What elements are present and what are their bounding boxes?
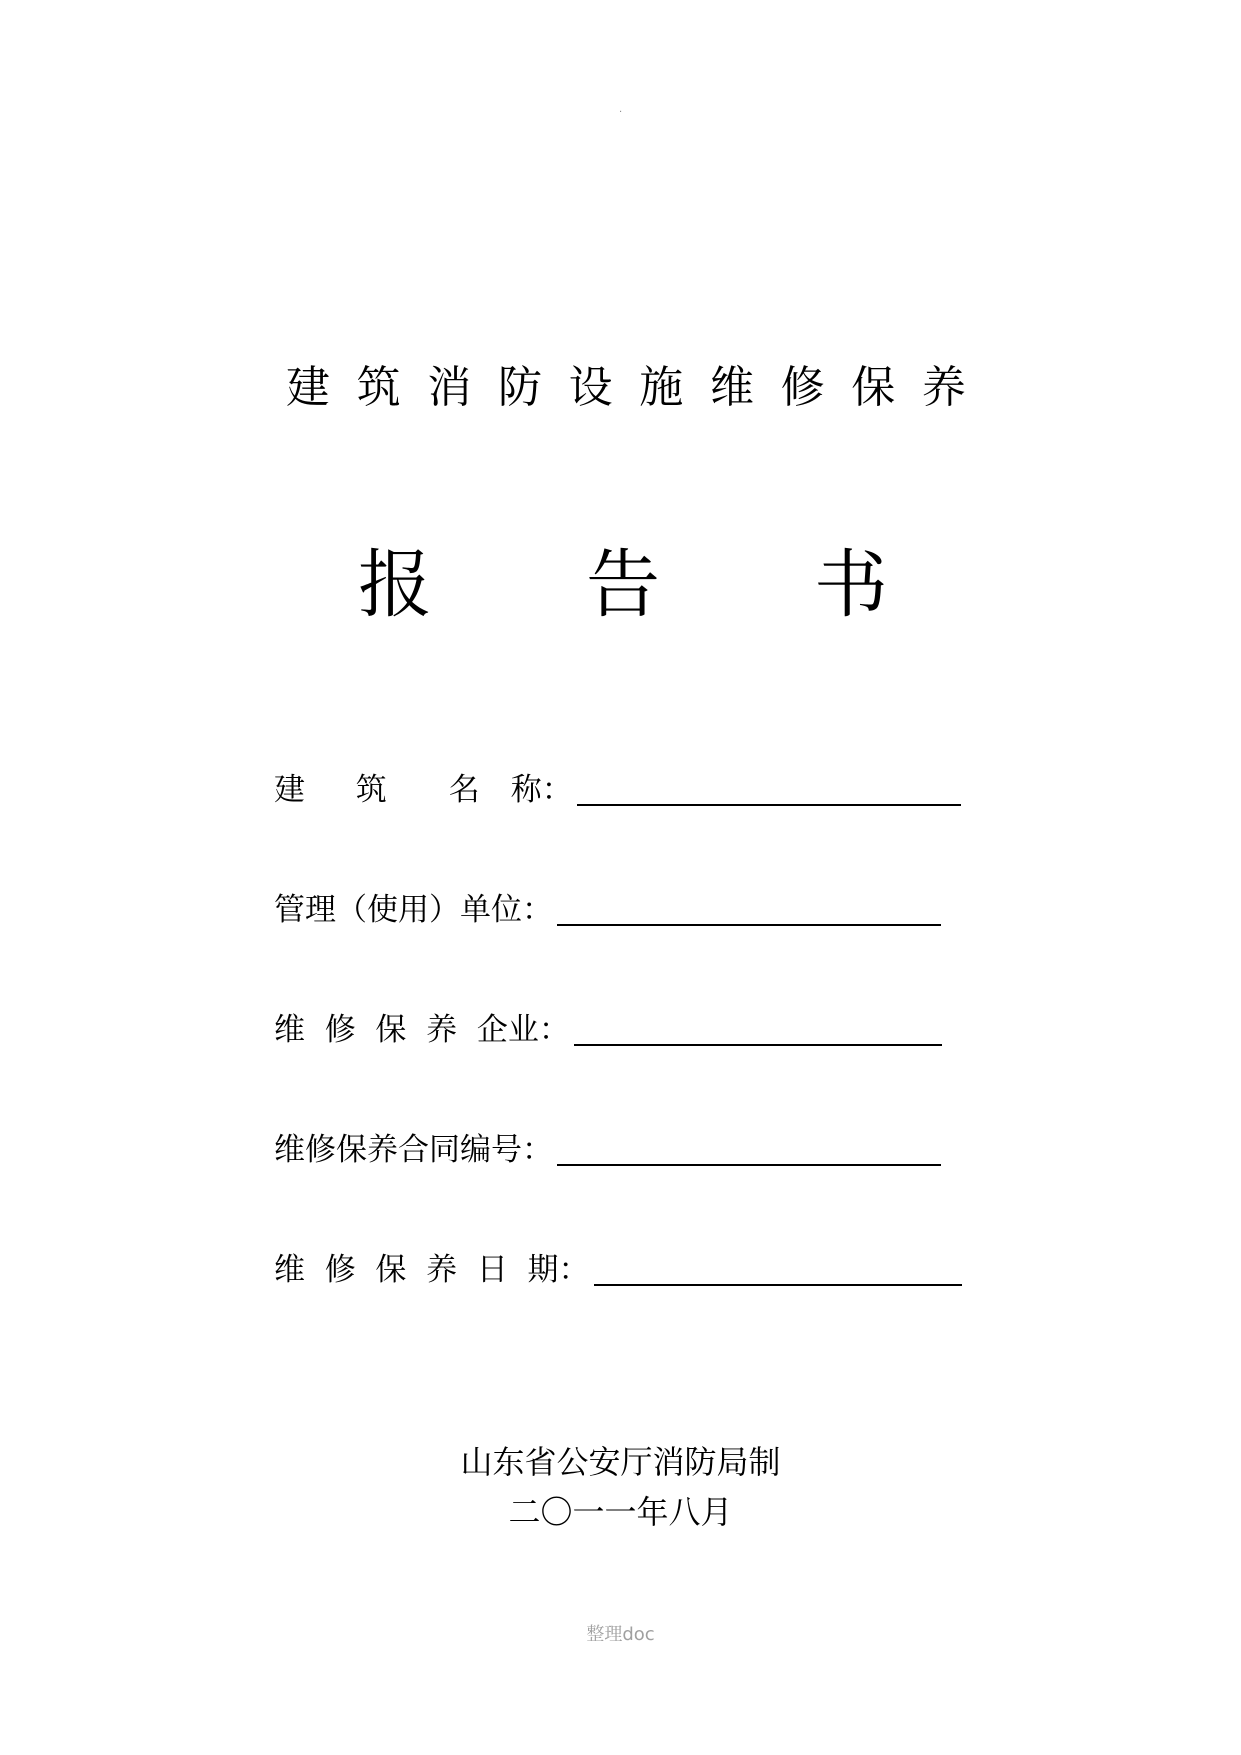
maintenance-date-label: 维 修 保 养 日 期： bbox=[274, 1252, 590, 1288]
issue-date: 二〇一一年八月 bbox=[508, 1493, 733, 1531]
contract-number-label: 维修保养合同编号： bbox=[274, 1132, 553, 1168]
management-unit-label: 管理（使用）单位： bbox=[274, 892, 553, 928]
document-title bbox=[286, 358, 966, 418]
title-char: 保 bbox=[851, 362, 896, 413]
management-unit-blank[interactable] bbox=[557, 894, 941, 926]
contract-number-blank[interactable] bbox=[557, 1134, 941, 1166]
title-char: 修 bbox=[780, 362, 825, 413]
title-char: 建 bbox=[286, 362, 330, 413]
title-char: 筑 bbox=[356, 362, 401, 413]
title-char: 设 bbox=[568, 362, 613, 413]
contract-number-field bbox=[274, 1120, 941, 1170]
issuer: 山东省公安厅消防局制 bbox=[460, 1443, 781, 1481]
maintenance-company-field bbox=[274, 1000, 942, 1050]
subtitle-char: 告 bbox=[586, 542, 660, 628]
header-dot: . bbox=[619, 104, 623, 115]
subtitle-char: 书 bbox=[814, 542, 888, 628]
building-name-label: 建 筑 名 称： bbox=[274, 772, 573, 808]
watermark: 整理doc bbox=[586, 1624, 655, 1645]
title-char: 消 bbox=[427, 362, 472, 413]
document-subtitle bbox=[358, 540, 888, 630]
maintenance-company-blank[interactable] bbox=[574, 1014, 942, 1046]
management-unit-field bbox=[274, 880, 941, 930]
maintenance-company-label: 维 修 保 养 企业： bbox=[274, 1012, 570, 1048]
building-name-field bbox=[274, 760, 961, 810]
maintenance-date-field bbox=[274, 1240, 962, 1290]
title-char: 维 bbox=[709, 362, 754, 413]
title-char: 防 bbox=[497, 362, 542, 413]
subtitle-char: 报 bbox=[358, 542, 432, 628]
maintenance-date-blank[interactable] bbox=[594, 1254, 962, 1286]
title-char: 养 bbox=[921, 362, 966, 413]
title-char: 施 bbox=[639, 362, 684, 413]
building-name-blank[interactable] bbox=[577, 774, 961, 806]
